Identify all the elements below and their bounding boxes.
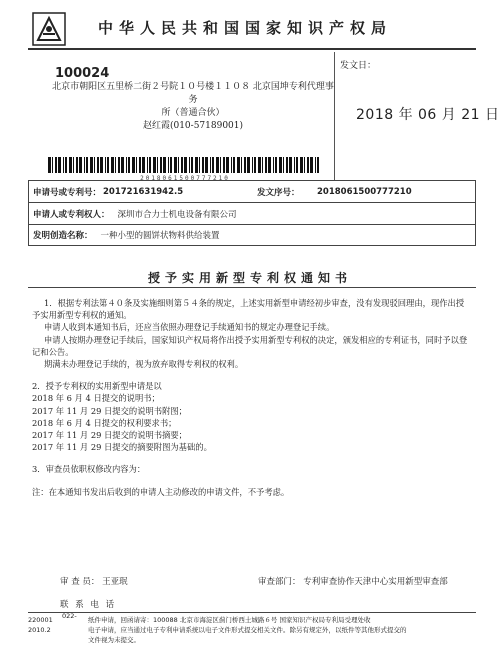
recipient-address bbox=[48, 81, 338, 133]
application-info-table bbox=[28, 180, 476, 246]
examiner bbox=[60, 575, 128, 587]
serial-number: 2018061500777210 bbox=[317, 186, 412, 197]
barcode-number: 2018061500777210 bbox=[140, 175, 230, 182]
issue-date: 2018 年 06 月 21 日 bbox=[356, 107, 500, 123]
paragraph-1b: 申请人收到本通知书后，还应当依照办理登记手续通知书的规定办理登记手续。 bbox=[44, 322, 335, 333]
address-line-1: 北京市朝阳区五里桥二街２号院１０号楼１１０８ 北京国坤专利代理事务 bbox=[52, 82, 334, 105]
applicant-row bbox=[29, 203, 475, 225]
form-code-1: 220001 bbox=[28, 616, 53, 624]
department-name: 专利审查协作天津中心实用新型审查部 bbox=[303, 577, 448, 587]
doc-item: 2017 年 11 月 29 日提交的摘要附图为基础的。 bbox=[32, 442, 212, 453]
examiner-label: 审 查 员： bbox=[60, 577, 100, 587]
issue-date-label: 发文日： bbox=[340, 61, 377, 71]
doc-item: 2017 年 11 月 29 日提交的说明书附图； bbox=[32, 405, 187, 416]
title-rule bbox=[28, 287, 476, 288]
applicant-label: 申请人或专利权人： bbox=[33, 209, 110, 220]
examiner-name: 王亚珉 bbox=[102, 577, 128, 587]
fine-print-3: 文件视为未提交。 bbox=[88, 636, 140, 644]
paragraph-1c: 申请人按期办理登记手续后，国家知识产权局将作出授予实用新型专利权的决定，颁发相应的专利证书，同时予以登记和公告。 bbox=[32, 334, 468, 357]
fine-print-1: 纸件申请，回函请寄：100088 北京市海淀区蓟门桥西土城路６号 国家知识产权局专利局受理处收 bbox=[88, 616, 371, 624]
invention-title: 一种小型的圆饼状物料供给装置 bbox=[100, 231, 220, 241]
application-number-label: 申请号或专利号： bbox=[33, 187, 102, 198]
office-name: 中华人民共和国国家知识产权局 bbox=[98, 19, 393, 37]
address-line-2: 所（普通合伙） bbox=[161, 108, 225, 118]
doc-item: 2017 年 11 月 29 日提交的说明书摘要； bbox=[32, 430, 187, 441]
application-number-row bbox=[29, 181, 475, 203]
barcode bbox=[48, 157, 322, 173]
invention-title-label: 发明创造名称： bbox=[33, 231, 93, 241]
department-label: 审查部门： bbox=[258, 577, 301, 587]
paragraph-3: 3．审查员依职权修改内容为： bbox=[32, 464, 146, 475]
paragraph-1d: 期满未办理登记手续的，视为放弃取得专利权的权利。 bbox=[44, 359, 244, 370]
form-code-2: 2010.2 bbox=[28, 626, 51, 634]
doc-item: 2018 年 6 月 4 日提交的权利要求书； bbox=[32, 417, 177, 428]
header-rule bbox=[28, 48, 476, 50]
recipient-contact: 赵红霞(010-57189001) bbox=[142, 121, 244, 131]
notice-body bbox=[32, 297, 472, 498]
footer-rule bbox=[28, 612, 476, 613]
note: 注：在本通知书发出后收到的申请人主动修改的申请文件，不予考虑。 bbox=[32, 486, 290, 497]
serial-label: 发文序号： bbox=[257, 187, 300, 198]
issue-divider bbox=[334, 52, 335, 180]
fine-print-2: 电子申请，应当通过电子专利申请系统以电子文件形式提交相关文件。除另有规定外，以纸件等其他形式提交的 bbox=[88, 626, 407, 634]
contact-phone-label: 联 系 电 话 bbox=[60, 600, 117, 610]
notice-title: 授予实用新型专利权通知书 bbox=[147, 271, 352, 285]
applicant-name: 深圳市合力士机电设备有限公司 bbox=[117, 209, 237, 220]
doc-item: 2018 年 6 月 4 日提交的说明书； bbox=[32, 393, 160, 404]
postcode: 100024 bbox=[55, 66, 110, 81]
application-number: 201721631942.5 bbox=[103, 186, 184, 197]
contact-phone-value: 022- bbox=[62, 612, 77, 620]
cnipa-logo bbox=[32, 12, 66, 46]
paragraph-1: 1．根据专利法第４０条及实施细则第５４条的规定，上述实用新型申请经初步审查，没有发现驳回理由，现作出授予实用新型专利权的通知。 bbox=[32, 298, 465, 321]
contact-phone bbox=[60, 598, 116, 610]
invention-title-row bbox=[29, 225, 475, 245]
paragraph-2-title: 2．授予专利权的实用新型申请是以 bbox=[32, 381, 162, 392]
exam-department bbox=[258, 575, 448, 587]
